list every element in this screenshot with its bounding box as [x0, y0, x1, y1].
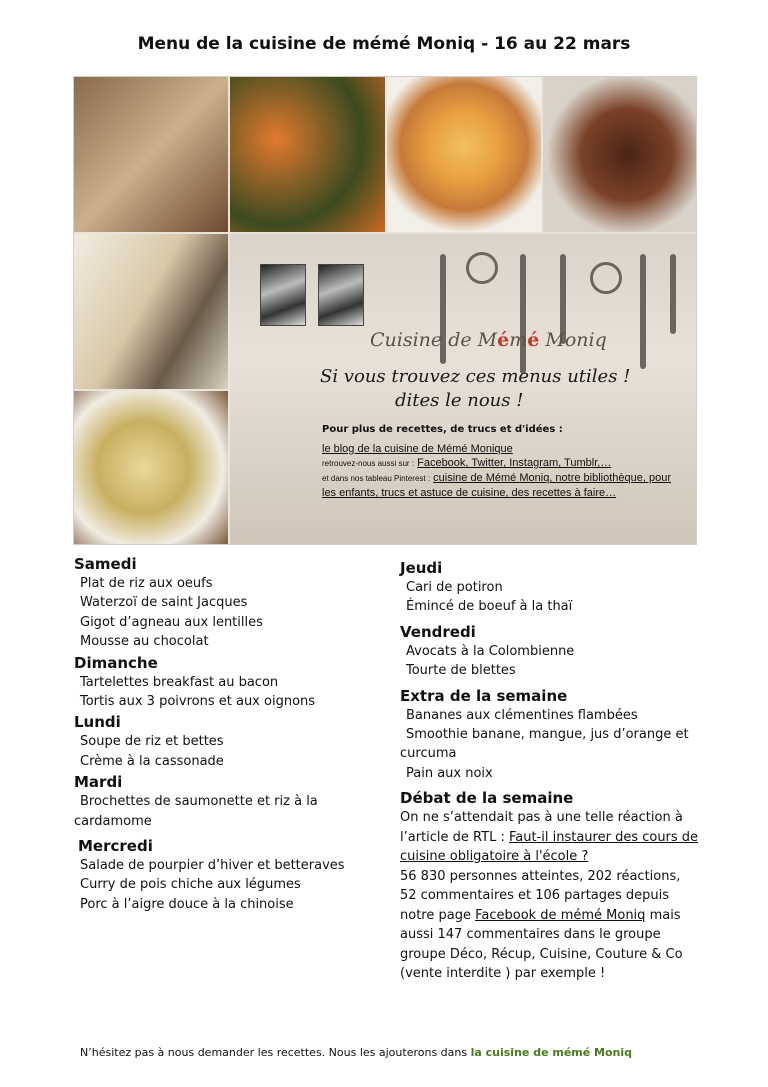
day-heading: Extra de la semaine [400, 686, 568, 705]
day-section [74, 773, 374, 831]
day-section [400, 559, 700, 617]
menu-item: Tortis aux 3 poivrons et aux oignons [80, 694, 316, 710]
debate-text: On ne s’attendait pas à une telle réaction à l’article de RTL : [400, 810, 683, 845]
banner-links [322, 442, 684, 500]
menu-item: Tourte de blettes [406, 663, 516, 679]
day-heading: Samedi [74, 555, 137, 573]
menu-item: Crème à la cassonade [80, 753, 224, 769]
menu-item: Cari de potiron [406, 580, 503, 595]
menu-item: Gigot d’agneau aux lentilles [80, 614, 263, 630]
day-heading: Lundi [74, 713, 121, 732]
page-title: Menu de la cuisine de mémé Moniq - 16 au 22 mars [137, 34, 631, 54]
chef-photo-2 [318, 264, 364, 326]
photo-egg-tartlets [387, 77, 541, 232]
facebook-page-link[interactable]: Facebook de mémé Moniq [475, 907, 646, 923]
menu-item: Plat de riz aux oeufs [80, 576, 213, 591]
banner-panel [230, 234, 696, 544]
rtl-article-link[interactable]: Faut-il instaurer des cours de cuisine obligatoire à l'école ? [400, 829, 699, 865]
blog-link[interactable]: le blog de la cuisine de Mémé Monique [322, 443, 513, 455]
banner-tagline-2: dites le nous ! [395, 390, 524, 411]
debate-section [400, 789, 700, 984]
menu-item: Bananes aux clémentines flambées [406, 707, 638, 723]
utensil-icon [670, 254, 676, 334]
menu-item: Tartelettes breakfast au bacon [80, 674, 279, 690]
day-section [400, 687, 700, 784]
ladle-icon [590, 262, 622, 294]
debate-text: mais aussi 147 commentaires dans le groupe groupe Déco, Récup, Cuisine, Couture & Co (vente interdite ) par exemple ! [400, 907, 683, 982]
follow-prefix: retrouvez-nous aussi sur : [322, 459, 415, 468]
brand-logo-text: Cuisine de Mémé Moniq [370, 329, 607, 351]
debate-text: 56 830 personnes atteintes, 202 réactions, 52 commentaires et 106 partages depuis notre page [400, 868, 681, 923]
footer-note [80, 1046, 632, 1059]
utensil-icon [520, 254, 526, 374]
menu-item: Brochettes de saumonette et riz à la cardamome [74, 794, 318, 829]
whisk-icon [466, 252, 498, 284]
menu-item: Pain aux noix [406, 765, 493, 781]
social-links[interactable]: Facebook, Twitter, Instagram, Tumblr,… [417, 457, 612, 469]
footer-text: N’hésitez pas à nous demander les recettes. Nous les ajouterons dans [80, 1046, 468, 1059]
banner-tagline-1: Si vous trouvez ces menus utiles ! [320, 366, 631, 387]
menu-item: Avocats à la Colombienne [406, 643, 575, 659]
day-heading: Mardi [74, 773, 123, 792]
menu-item: Porc à l’aigre douce à la chinoise [80, 896, 294, 912]
day-heading: Dimanche [74, 653, 158, 672]
day-section [74, 837, 374, 914]
debate-paragraph-2 [400, 867, 700, 984]
photo-waterzoi [74, 391, 228, 544]
menu-item: Mousse au chocolat [80, 634, 209, 650]
menu-item: Curry de pois chiche aux légumes [80, 877, 301, 893]
menu-item: Waterzoï de saint Jacques [80, 595, 248, 611]
photo-chocolate-mousse [543, 77, 696, 232]
menu-item: Salade de pourpier d’hiver et betteraves [80, 858, 345, 874]
day-section [400, 623, 700, 681]
menu-item: Soupe de riz et bettes [80, 734, 224, 750]
day-heading: Vendredi [400, 622, 476, 641]
menu-right-column [400, 557, 700, 984]
day-heading: Jeudi [400, 559, 443, 577]
menu-left-column [74, 553, 374, 914]
pinterest-links[interactable]: cuisine de Mémé Moniq, notre bibliothèque, pour les enfants, trucs et astuce de cuisine, des recettes à faire… [322, 472, 672, 499]
day-section [74, 654, 374, 712]
utensil-icon [640, 254, 646, 369]
more-recipes-label: Pour plus de recettes, de trucs et d'idées : [322, 424, 563, 435]
photo-lentils-duck [74, 77, 228, 232]
day-heading: Mercredi [78, 837, 153, 856]
menu-item: Smoothie banane, mangue, jus d’orange et curcuma [400, 727, 689, 762]
footer-blog-link[interactable]: la cuisine de mémé Moniq [470, 1046, 633, 1059]
debate-heading: Débat de la semaine [400, 789, 574, 808]
photo-collage [73, 76, 697, 545]
day-section [74, 555, 374, 652]
photo-rice-fish-skewer [74, 234, 228, 389]
photo-chickpea-curry [230, 77, 385, 232]
menu-item: Émincé de boeuf à la thaï [406, 599, 573, 615]
pinterest-prefix: et dans nos tableau Pinterest : [322, 474, 431, 483]
day-section [74, 713, 374, 771]
chef-photo-1 [260, 264, 306, 326]
debate-paragraph-1 [400, 808, 700, 867]
